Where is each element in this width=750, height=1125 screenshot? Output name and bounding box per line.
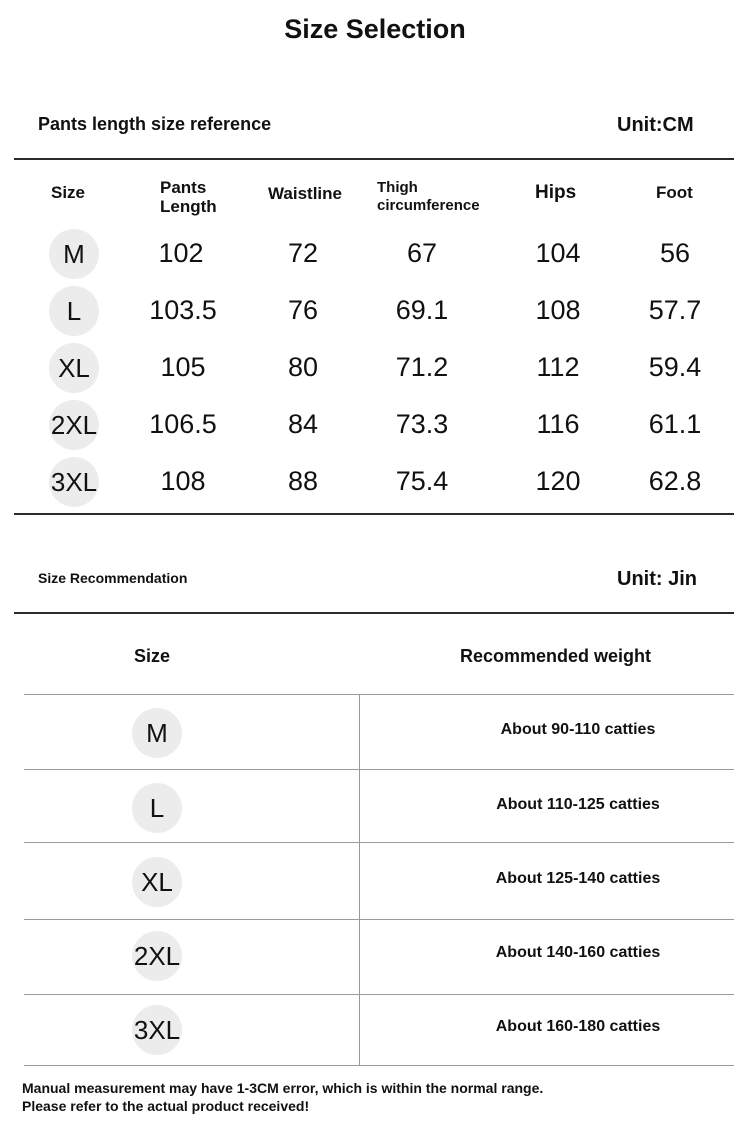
recommendation-section-label: Size Recommendation bbox=[38, 570, 188, 586]
list-item bbox=[0, 857, 750, 907]
cell-hips: 108 bbox=[535, 295, 581, 325]
cell-foot: 61.1 bbox=[648, 409, 702, 439]
table-row bbox=[0, 286, 750, 336]
size-badge: XL bbox=[132, 857, 182, 907]
rec-header-weight: Recommended weight bbox=[460, 646, 652, 666]
page-title: Size Selection bbox=[284, 14, 466, 44]
size-badge: M bbox=[49, 229, 99, 279]
cell-foot: 62.8 bbox=[648, 466, 702, 496]
weight-value: About 160-180 catties bbox=[495, 1018, 661, 1035]
table-row bbox=[0, 343, 750, 393]
list-item bbox=[0, 783, 750, 833]
weight-value: About 140-160 catties bbox=[495, 944, 661, 961]
cell-waistline: 76 bbox=[287, 295, 319, 325]
cell-pants-length: 108 bbox=[160, 466, 206, 496]
cell-hips: 112 bbox=[536, 352, 580, 382]
rec-row-divider bbox=[24, 842, 734, 843]
size-badge: M bbox=[132, 708, 182, 758]
cell-waistline: 84 bbox=[287, 409, 319, 439]
cell-thigh: 75.4 bbox=[395, 466, 449, 496]
cell-hips: 116 bbox=[536, 409, 580, 439]
weight-value: About 125-140 catties bbox=[495, 870, 661, 887]
header-hips: Hips bbox=[535, 182, 577, 203]
cell-thigh: 67 bbox=[406, 238, 438, 268]
length-table-bottom-rule bbox=[14, 513, 734, 515]
length-unit-label: Unit:CM bbox=[617, 114, 694, 136]
cell-waistline: 88 bbox=[287, 466, 319, 496]
recommendation-unit-label: Unit: Jin bbox=[617, 568, 697, 590]
header-pants-length: Pants Length bbox=[160, 178, 217, 216]
size-badge: 2XL bbox=[49, 400, 99, 450]
size-badge: 2XL bbox=[132, 931, 182, 981]
rec-row-divider bbox=[24, 1065, 734, 1066]
weight-value: About 110-125 catties bbox=[496, 796, 660, 813]
cell-foot: 59.4 bbox=[648, 352, 702, 382]
footnote bbox=[22, 1079, 742, 1115]
cell-pants-length: 106.5 bbox=[149, 409, 217, 439]
rec-header-size: Size bbox=[134, 646, 171, 666]
table-row bbox=[0, 400, 750, 450]
cell-thigh: 69.1 bbox=[395, 295, 449, 325]
size-badge: 3XL bbox=[132, 1005, 182, 1055]
weight-value: About 90-110 catties bbox=[500, 721, 656, 738]
size-badge: 3XL bbox=[49, 457, 99, 507]
header-foot: Foot bbox=[656, 183, 693, 202]
cell-pants-length: 102 bbox=[158, 238, 204, 268]
rec-row-divider bbox=[24, 919, 734, 920]
table-row bbox=[0, 229, 750, 279]
cell-thigh: 71.2 bbox=[395, 352, 449, 382]
list-item bbox=[0, 931, 750, 981]
cell-waistline: 72 bbox=[287, 238, 319, 268]
header-size: Size bbox=[51, 183, 86, 202]
footnote-line-1: Manual measurement may have 1-3CM error, which is within the normal range. bbox=[22, 1080, 544, 1096]
size-badge: XL bbox=[49, 343, 99, 393]
length-table-top-rule bbox=[14, 158, 734, 160]
cell-thigh: 73.3 bbox=[395, 409, 449, 439]
cell-hips: 120 bbox=[535, 466, 581, 496]
cell-pants-length: 105 bbox=[160, 352, 206, 382]
table-row bbox=[0, 457, 750, 507]
rec-row-divider bbox=[24, 769, 734, 770]
cell-pants-length: 103.5 bbox=[149, 295, 217, 325]
footnote-line-2: Please refer to the actual product received! bbox=[22, 1098, 310, 1114]
list-item bbox=[0, 1005, 750, 1055]
size-badge: L bbox=[132, 783, 182, 833]
rec-row-divider bbox=[24, 994, 734, 995]
rec-row-divider bbox=[24, 694, 734, 695]
cell-foot: 56 bbox=[659, 238, 691, 268]
list-item bbox=[0, 708, 750, 758]
cell-hips: 104 bbox=[535, 238, 581, 268]
cell-foot: 57.7 bbox=[648, 295, 702, 325]
size-badge: L bbox=[49, 286, 99, 336]
recommendation-top-rule bbox=[14, 612, 734, 614]
header-waistline: Waistline bbox=[268, 184, 342, 203]
length-section-label: Pants length size reference bbox=[38, 114, 272, 134]
cell-waistline: 80 bbox=[287, 352, 319, 382]
header-thigh: Thigh circumference bbox=[377, 179, 480, 214]
